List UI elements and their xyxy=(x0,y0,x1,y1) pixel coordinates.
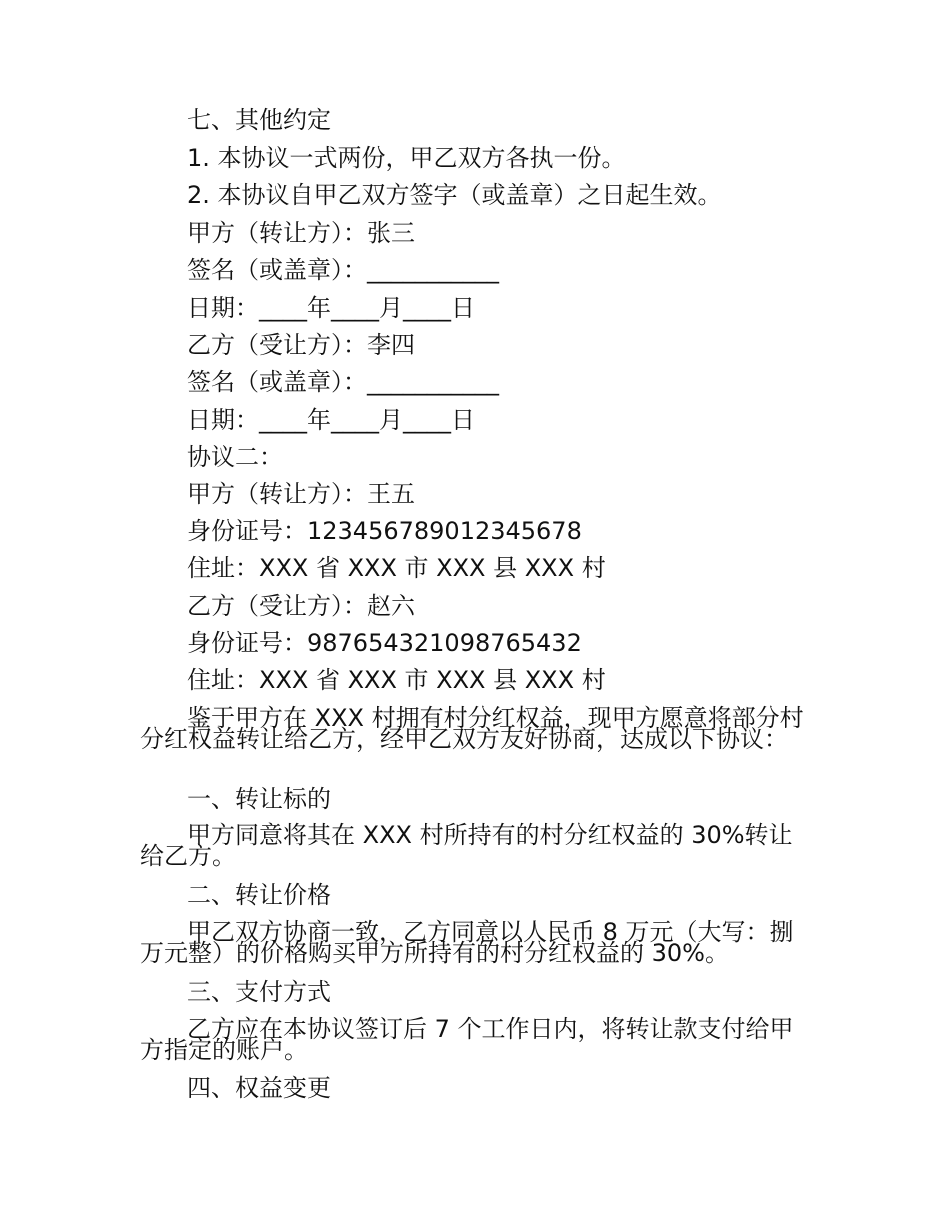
section3-body: 乙方应在本协议签订后 7 个工作日内，将转让款支付给甲方指定的账户。 xyxy=(140,1015,794,1064)
section7-heading: 七、其他约定 xyxy=(187,106,331,134)
section1-heading: 一、转让标的 xyxy=(187,785,331,813)
agreement1-date-b: 日期：____年____月____日 xyxy=(187,406,475,434)
section7-item-2: 2. 本协议自甲乙双方签字（或盖章）之日起生效。 xyxy=(187,181,722,209)
agreement2-party-b: 乙方（受让方）：赵六 xyxy=(187,592,415,620)
section2-heading: 二、转让价格 xyxy=(187,881,331,909)
agreement1-party-b: 乙方（受让方）：李四 xyxy=(187,331,415,359)
section7-item-1: 1. 本协议一式两份，甲乙双方各执一份。 xyxy=(187,144,626,172)
agreement2-address-b: 住址：XXX 省 XXX 市 XXX 县 XXX 村 xyxy=(187,666,606,694)
preamble-paragraph: 鉴于甲方在 XXX 村拥有村分红权益，现甲方愿意将部分村分红权益转让给乙方，经甲乙双方友好协商，达成以下协议： xyxy=(140,704,804,753)
section2-body: 甲乙双方协商一致，乙方同意以人民币 8 万元（大写：捌万元整）的价格购买甲方所持有的村分红权益的 30%。 xyxy=(140,918,794,967)
agreement2-party-a: 甲方（转让方）：王五 xyxy=(187,480,415,508)
agreement1-date-a: 日期：____年____月____日 xyxy=(187,294,475,322)
section3-heading: 三、支付方式 xyxy=(187,978,331,1006)
agreement1-signature-a: 签名（或盖章）：___________ xyxy=(187,256,499,284)
agreement2-title: 协议二： xyxy=(187,443,283,471)
section1-body: 甲方同意将其在 XXX 村所持有的村分红权益的 30%转让给乙方。 xyxy=(140,821,793,870)
agreement2-id-a: 身份证号：123456789012345678 xyxy=(187,517,582,545)
agreement1-party-a: 甲方（转让方）：张三 xyxy=(187,219,415,247)
section4-heading: 四、权益变更 xyxy=(187,1074,331,1102)
agreement2-id-b: 身份证号：987654321098765432 xyxy=(187,629,582,657)
agreement2-address-a: 住址：XXX 省 XXX 市 XXX 县 XXX 村 xyxy=(187,554,606,582)
agreement1-signature-b: 签名（或盖章）：___________ xyxy=(187,368,499,396)
